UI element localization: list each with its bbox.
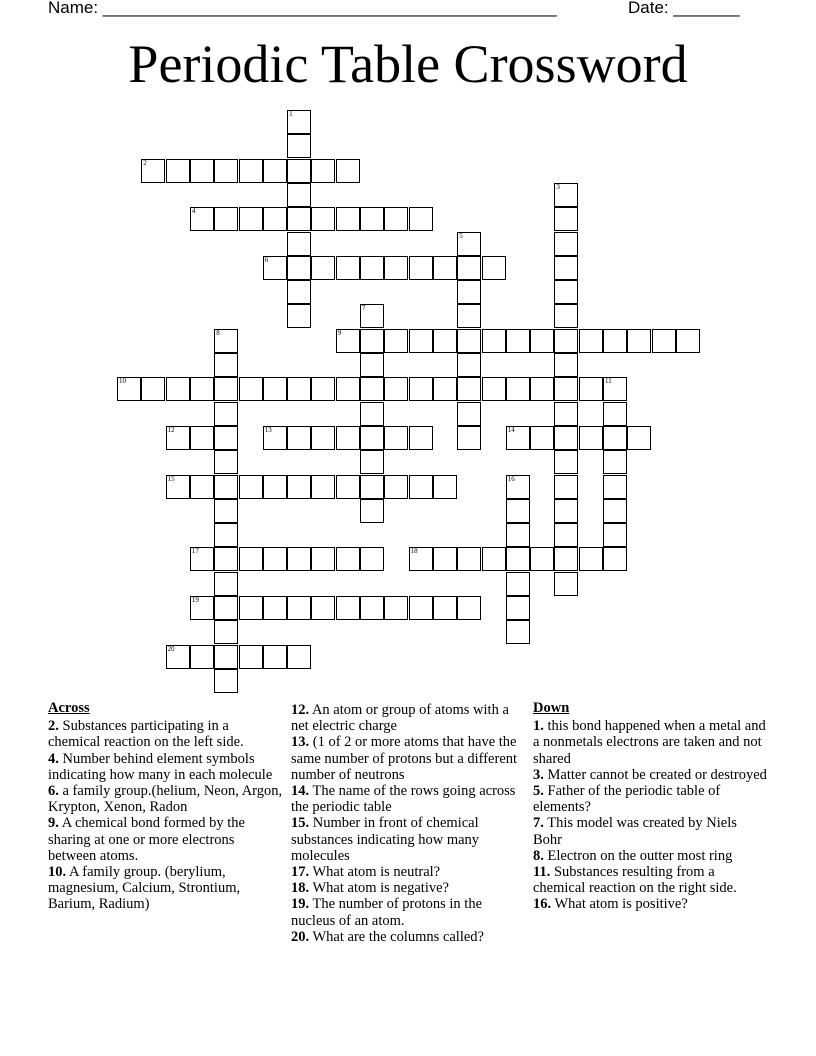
crossword-cell[interactable] — [506, 620, 530, 644]
date-field[interactable]: Date: _______ — [628, 0, 740, 17]
clue-text: What atom is negative? — [309, 880, 449, 897]
crossword-cell[interactable] — [384, 475, 408, 499]
crossword-cell[interactable] — [554, 523, 578, 547]
crossword-cell[interactable] — [214, 207, 238, 231]
crossword-cell[interactable] — [263, 645, 287, 669]
crossword-cell[interactable] — [263, 475, 287, 499]
crossword-cell[interactable] — [239, 377, 263, 401]
clue-number: 20. — [291, 928, 310, 945]
crossword-cell[interactable] — [409, 596, 433, 620]
crossword-cell[interactable] — [214, 523, 238, 547]
crossword-cell[interactable] — [336, 426, 360, 450]
crossword-cell[interactable] — [554, 402, 578, 426]
crossword-cell[interactable] — [336, 329, 360, 353]
crossword-cell[interactable] — [263, 256, 287, 280]
clue-number: 7. — [533, 815, 544, 832]
crossword-cell[interactable] — [554, 572, 578, 596]
down-clue — [533, 718, 769, 767]
crossword-cell[interactable] — [603, 475, 627, 499]
crossword-cell[interactable] — [336, 596, 360, 620]
crossword-cell[interactable] — [360, 450, 384, 474]
crossword-cell[interactable] — [384, 426, 408, 450]
cell-number: 15 — [167, 474, 175, 483]
clue-number: 11. — [533, 864, 551, 881]
crossword-cell[interactable] — [287, 377, 311, 401]
crossword-cell[interactable] — [433, 475, 457, 499]
crossword-cell[interactable] — [263, 547, 287, 571]
crossword-cell[interactable] — [530, 377, 554, 401]
crossword-cell[interactable] — [287, 110, 311, 134]
crossword-cell[interactable] — [190, 645, 214, 669]
across-clue — [48, 815, 284, 864]
crossword-cell[interactable] — [506, 523, 530, 547]
name-field[interactable]: Name: ________________________________________________ — [48, 0, 557, 17]
crossword-cell[interactable] — [554, 329, 578, 353]
crossword-cell[interactable] — [409, 547, 433, 571]
crossword-cell[interactable] — [433, 256, 457, 280]
across-clue — [291, 864, 521, 880]
cell-number: 10 — [119, 377, 126, 386]
crossword-cell[interactable] — [554, 256, 578, 280]
crossword-cell[interactable] — [457, 280, 481, 304]
crossword-cell[interactable] — [554, 547, 578, 571]
cell-number: 16 — [507, 474, 515, 483]
clue-number: 18. — [291, 880, 310, 897]
crossword-cell[interactable] — [214, 329, 238, 353]
clue-number: 15. — [291, 815, 310, 832]
crossword-cell[interactable] — [287, 232, 311, 256]
crossword-cell[interactable] — [409, 207, 433, 231]
crossword-cell[interactable] — [360, 256, 384, 280]
clue-number: 6. — [48, 783, 59, 800]
clue-number: 14. — [291, 783, 310, 800]
clue-text: Number in front of chemical substances indicating how many molecules — [291, 815, 480, 864]
cell-number: 9 — [337, 328, 342, 337]
crossword-cell[interactable] — [214, 645, 238, 669]
clue-number: 12. — [291, 702, 310, 718]
crossword-cell[interactable] — [433, 547, 457, 571]
crossword-cell[interactable] — [384, 596, 408, 620]
clue-number: 1. — [533, 718, 544, 735]
crossword-cell[interactable] — [239, 596, 263, 620]
cell-number: 18 — [410, 547, 418, 556]
crossword-cell[interactable] — [311, 426, 335, 450]
crossword-cell[interactable] — [603, 450, 627, 474]
cell-number: 8 — [216, 328, 220, 337]
crossword-cell[interactable] — [263, 207, 287, 231]
across-clues-column-1 — [48, 700, 284, 913]
crossword-cell[interactable] — [190, 426, 214, 450]
crossword-cell[interactable] — [482, 547, 506, 571]
cell-number: 17 — [191, 547, 199, 556]
crossword-cell[interactable] — [190, 207, 214, 231]
down-clue — [533, 864, 769, 896]
cell-number: 14 — [507, 425, 515, 434]
crossword-cell[interactable] — [457, 596, 481, 620]
crossword-cell[interactable] — [603, 329, 627, 353]
crossword-cell[interactable] — [360, 596, 384, 620]
across-clue — [291, 815, 521, 864]
crossword-cell[interactable] — [336, 547, 360, 571]
down-clue — [533, 767, 769, 783]
crossword-cell[interactable] — [214, 426, 238, 450]
crossword-cell[interactable] — [457, 353, 481, 377]
clue-number: 16. — [533, 896, 552, 913]
crossword-cell[interactable] — [457, 402, 481, 426]
crossword-cell[interactable] — [652, 329, 676, 353]
clue-text: a family group.(helium, Neon, Argon, Krypton, Xenon, Radon — [48, 783, 283, 816]
crossword-cell[interactable] — [141, 159, 165, 183]
crossword-cell[interactable] — [287, 475, 311, 499]
cell-number: 1 — [289, 110, 293, 118]
crossword-cell[interactable] — [554, 475, 578, 499]
crossword-cell[interactable] — [457, 426, 481, 450]
crossword-cell[interactable] — [311, 475, 335, 499]
clue-number: 17. — [291, 864, 310, 881]
clue-number: 9. — [48, 815, 59, 832]
crossword-cell[interactable] — [287, 256, 311, 280]
cell-number: 6 — [264, 255, 269, 264]
clue-number: 19. — [291, 896, 310, 913]
crossword-cell[interactable] — [166, 645, 190, 669]
crossword-cell[interactable] — [506, 475, 530, 499]
clue-text: this bond happened when a metal and a nonmetals electrons are taken and not shared — [533, 718, 766, 767]
crossword-cell[interactable] — [482, 329, 506, 353]
crossword-cell[interactable] — [287, 183, 311, 207]
crossword-cell[interactable] — [287, 280, 311, 304]
down-clue — [533, 896, 769, 912]
across-heading: Across — [48, 700, 90, 716]
crossword-cell[interactable] — [482, 256, 506, 280]
crossword-cell[interactable] — [433, 377, 457, 401]
crossword-cell[interactable] — [336, 256, 360, 280]
across-clue — [291, 880, 521, 896]
crossword-cell[interactable] — [311, 596, 335, 620]
crossword-cell[interactable] — [384, 207, 408, 231]
crossword-cell[interactable] — [214, 669, 238, 693]
crossword-cell[interactable] — [506, 596, 530, 620]
crossword-cell[interactable] — [287, 207, 311, 231]
cell-number: 20 — [167, 644, 175, 653]
crossword-cell[interactable] — [603, 402, 627, 426]
crossword-cell[interactable] — [506, 426, 530, 450]
clue-text: A chemical bond formed by the sharing at one or more electrons between atoms. — [48, 815, 245, 864]
crossword-cell[interactable] — [214, 377, 238, 401]
clue-number: 5. — [533, 783, 544, 800]
across-clue — [291, 929, 521, 945]
crossword-cell[interactable] — [360, 304, 384, 328]
across-clue — [291, 783, 521, 815]
crossword-cell[interactable] — [384, 256, 408, 280]
crossword-cell[interactable] — [263, 596, 287, 620]
across-clue — [48, 718, 284, 750]
crossword-cell[interactable] — [603, 426, 627, 450]
crossword-cell[interactable] — [360, 426, 384, 450]
crossword-cell[interactable] — [166, 475, 190, 499]
crossword-cell[interactable] — [214, 475, 238, 499]
crossword-cell[interactable] — [214, 450, 238, 474]
crossword-cell[interactable] — [579, 547, 603, 571]
across-clue — [48, 751, 284, 783]
crossword-cell[interactable] — [554, 499, 578, 523]
crossword-cell[interactable] — [530, 329, 554, 353]
crossword-cell[interactable] — [433, 596, 457, 620]
crossword-cell[interactable] — [433, 329, 457, 353]
crossword-cell[interactable] — [336, 207, 360, 231]
crossword-cell[interactable] — [190, 596, 214, 620]
crossword-cell[interactable] — [360, 547, 384, 571]
crossword-cell[interactable] — [676, 329, 700, 353]
crossword-cell[interactable] — [166, 159, 190, 183]
crossword-cell[interactable] — [336, 159, 360, 183]
crossword-cell[interactable] — [190, 547, 214, 571]
across-clue — [291, 734, 521, 783]
crossword-cell[interactable] — [287, 645, 311, 669]
crossword-cell[interactable] — [554, 304, 578, 328]
crossword-cell[interactable] — [263, 426, 287, 450]
crossword-cell[interactable] — [214, 402, 238, 426]
crossword-cell[interactable] — [336, 475, 360, 499]
clue-number: 8. — [533, 847, 544, 864]
crossword-cell[interactable] — [409, 329, 433, 353]
crossword-cell[interactable] — [457, 256, 481, 280]
clue-text: The number of protons in the nucleus of an atom. — [291, 896, 483, 929]
crossword-cell[interactable] — [239, 645, 263, 669]
crossword-cell[interactable] — [287, 159, 311, 183]
crossword-cell[interactable] — [603, 499, 627, 523]
clue-text: This model was created by Niels Bohr — [533, 815, 737, 848]
clue-text: Number behind element symbols indicating how many in each molecule — [48, 750, 273, 783]
crossword-cell[interactable] — [384, 377, 408, 401]
crossword-cell[interactable] — [506, 572, 530, 596]
clue-text: Electron on the outter most ring — [543, 847, 733, 864]
crossword-cell[interactable] — [214, 547, 238, 571]
crossword-cell[interactable] — [239, 547, 263, 571]
cell-number: 13 — [264, 425, 272, 434]
cell-number: 3 — [556, 182, 560, 191]
crossword-cell[interactable] — [190, 475, 214, 499]
crossword-cell[interactable] — [530, 426, 554, 450]
crossword-cell[interactable] — [214, 620, 238, 644]
cell-number: 2 — [143, 158, 147, 167]
cell-number: 4 — [191, 207, 196, 216]
clue-number: 2. — [48, 718, 59, 735]
down-heading: Down — [533, 700, 570, 716]
crossword-cell[interactable] — [603, 547, 627, 571]
crossword-cell[interactable] — [190, 159, 214, 183]
clue-text: (1 of 2 or more atoms that have the same number of protons but a different number of neutrons — [291, 734, 518, 783]
crossword-cell[interactable] — [530, 547, 554, 571]
clue-text: Father of the periodic table of elements? — [533, 783, 721, 816]
crossword-cell[interactable] — [287, 596, 311, 620]
crossword-cell[interactable] — [287, 304, 311, 328]
cell-number: 19 — [191, 596, 199, 604]
clue-text: Substances resulting from a chemical reaction on the right side. — [533, 864, 737, 897]
crossword-cell[interactable] — [603, 523, 627, 547]
crossword-cell[interactable] — [506, 499, 530, 523]
cell-number: 12 — [167, 425, 175, 434]
crossword-cell[interactable] — [554, 207, 578, 231]
clue-text: Matter cannot be created or destroyed — [543, 766, 767, 783]
down-clues-column — [533, 700, 769, 913]
crossword-cell[interactable] — [287, 547, 311, 571]
crossword-cell[interactable] — [457, 547, 481, 571]
crossword-cell[interactable] — [409, 475, 433, 499]
clue-number: 4. — [48, 750, 59, 767]
crossword-cell[interactable] — [214, 499, 238, 523]
down-clue — [533, 815, 769, 847]
crossword-cell[interactable] — [360, 329, 384, 353]
clue-number: 3. — [533, 766, 544, 783]
crossword-cell[interactable] — [263, 159, 287, 183]
crossword-cell[interactable] — [214, 159, 238, 183]
crossword-cell[interactable] — [506, 329, 530, 353]
clue-text: An atom or group of atoms with a net electric charge — [291, 702, 509, 735]
clue-text: Substances participating in a chemical reaction on the left side. — [48, 718, 244, 751]
crossword-cell[interactable] — [627, 329, 651, 353]
cell-number: 11 — [605, 377, 612, 386]
crossword-cell[interactable] — [360, 402, 384, 426]
crossword-cell[interactable] — [627, 426, 651, 450]
crossword-cell[interactable] — [360, 499, 384, 523]
crossword-cell[interactable] — [482, 377, 506, 401]
clue-text: What atom is neutral? — [309, 864, 441, 881]
crossword-cell[interactable] — [457, 304, 481, 328]
down-clue — [533, 848, 769, 864]
crossword-cell[interactable] — [457, 329, 481, 353]
crossword-cell[interactable] — [360, 353, 384, 377]
clue-text: The name of the rows going across the periodic table — [291, 783, 516, 816]
across-clue — [291, 702, 521, 734]
crossword-cell[interactable] — [311, 159, 335, 183]
crossword-cell[interactable] — [554, 280, 578, 304]
clue-number: 13. — [291, 734, 310, 751]
crossword-cell[interactable] — [239, 159, 263, 183]
crossword-cell[interactable] — [603, 377, 627, 401]
clue-text: A family group. (berylium, magnesium, Calcium, Strontium, Barium, Radium) — [48, 864, 241, 913]
crossword-cell[interactable] — [239, 475, 263, 499]
crossword-cell[interactable] — [166, 377, 190, 401]
crossword-cell[interactable] — [190, 377, 214, 401]
crossword-cell[interactable] — [409, 256, 433, 280]
crossword-cell[interactable] — [554, 450, 578, 474]
crossword-cell[interactable] — [117, 377, 141, 401]
crossword-cell[interactable] — [554, 232, 578, 256]
crossword-cell[interactable] — [457, 377, 481, 401]
crossword-cell[interactable] — [214, 572, 238, 596]
crossword-cell[interactable] — [311, 377, 335, 401]
crossword-cell[interactable] — [311, 547, 335, 571]
crossword-cell[interactable] — [311, 207, 335, 231]
crossword-cell[interactable] — [141, 377, 165, 401]
crossword-cell[interactable] — [554, 377, 578, 401]
crossword-cell[interactable] — [311, 256, 335, 280]
crossword-cell[interactable] — [384, 329, 408, 353]
page-title: Periodic Table Crossword — [128, 34, 688, 94]
crossword-cell[interactable] — [336, 377, 360, 401]
crossword-cell[interactable] — [579, 377, 603, 401]
crossword-cell[interactable] — [409, 377, 433, 401]
across-clue — [48, 864, 284, 913]
cell-number: 7 — [362, 304, 366, 313]
down-clue — [533, 783, 769, 815]
cell-number: 5 — [459, 231, 463, 240]
crossword-cell[interactable] — [554, 426, 578, 450]
crossword-cell[interactable] — [287, 426, 311, 450]
crossword-cell[interactable] — [579, 329, 603, 353]
crossword-cell[interactable] — [263, 377, 287, 401]
across-clue — [48, 783, 284, 815]
crossword-cell[interactable] — [457, 232, 481, 256]
crossword-cell[interactable] — [409, 426, 433, 450]
crossword-cell[interactable] — [166, 426, 190, 450]
clue-text: What are the columns called? — [309, 928, 484, 945]
across-clues-column-2 — [291, 702, 521, 945]
clue-number: 10. — [48, 864, 67, 881]
crossword-cell[interactable] — [579, 426, 603, 450]
crossword-cell[interactable] — [506, 377, 530, 401]
across-clue — [291, 896, 521, 928]
crossword-cell[interactable] — [239, 207, 263, 231]
crossword-cell[interactable] — [554, 183, 578, 207]
crossword-cell[interactable] — [360, 377, 384, 401]
crossword-cell[interactable] — [554, 353, 578, 377]
clue-text: What atom is positive? — [551, 896, 688, 913]
crossword-cell[interactable] — [214, 353, 238, 377]
crossword-cell[interactable] — [360, 207, 384, 231]
crossword-cell[interactable] — [506, 547, 530, 571]
crossword-cell[interactable] — [287, 134, 311, 158]
crossword-cell[interactable] — [214, 596, 238, 620]
crossword-cell[interactable] — [360, 475, 384, 499]
